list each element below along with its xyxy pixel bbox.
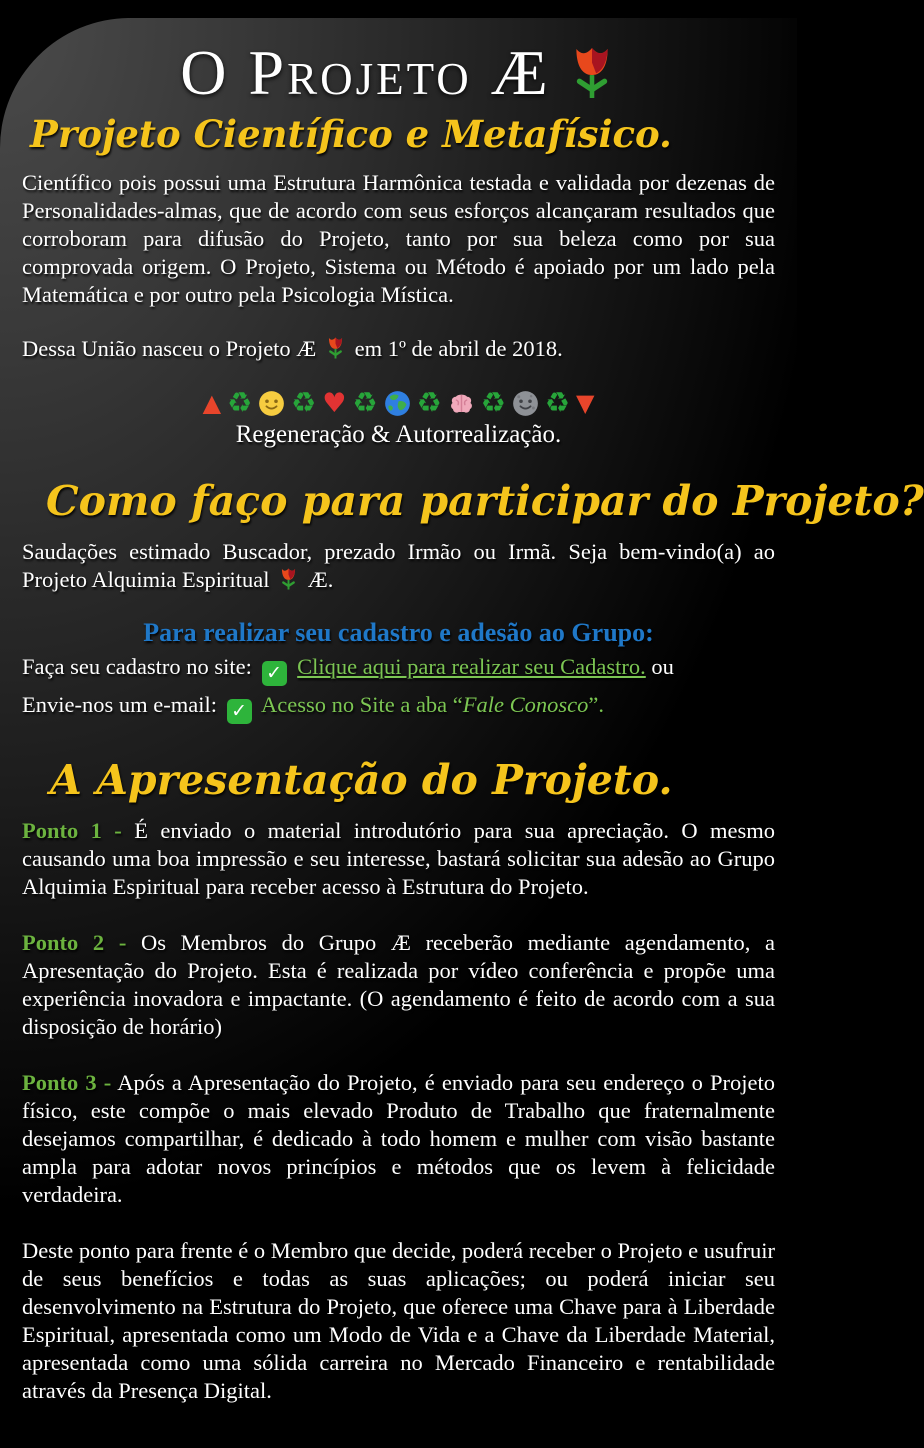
register-line-email xyxy=(22,688,775,724)
register-heading: Para realizar seu cadastro e adesão ao Grupo: xyxy=(143,618,654,647)
recycle-icon: ♻ xyxy=(416,386,442,419)
greeting-after: Æ. xyxy=(307,567,334,592)
union-line-before: Dessa União nasceu o Projeto Æ xyxy=(22,336,317,361)
red-triangle-down-icon: ▼ xyxy=(575,389,595,417)
union-line xyxy=(22,335,775,363)
page-title-text: O Projeto Æ xyxy=(180,37,551,108)
greeting-before: Saudações estimado Buscador, prezado Irmão ou Irmã. Seja bem-vindo(a) ao Projeto Alquimia Espiritual xyxy=(22,539,775,592)
point-1-text: É enviado o material introdutório para sua apreciação. O mesmo causando uma boa impressão e seu interesse, bastará solicitar sua adesão ao Grupo Alquimia Espiritual para receber acesso à Estrutura do Projeto. xyxy=(22,818,775,899)
new-moon-face-icon xyxy=(512,390,539,417)
point-3-label: Ponto 3 - xyxy=(22,1070,112,1095)
rose-icon xyxy=(325,335,346,361)
point-1-label: Ponto 1 - xyxy=(22,818,122,843)
recycle-icon: ♻ xyxy=(352,386,378,419)
point-2-paragraph xyxy=(22,929,775,1041)
register-line-site xyxy=(22,650,775,686)
heading-participate: Como faço para participar do Projeto? xyxy=(46,477,924,525)
point-1-paragraph xyxy=(22,817,775,901)
recycle-icon: ♻ xyxy=(544,386,570,419)
globe-icon xyxy=(384,390,411,417)
brain-icon xyxy=(448,390,475,417)
check-icon: ✓ xyxy=(262,661,287,686)
closing-paragraph: Deste ponto para frente é o Membro que decide, poderá receber o Projeto e usufruir de seus benefícios e todas as suas aplicações; ou poderá iniciar seu desenvolvimento na Estrutura do Projeto, que oferece uma Chave para à Liberdade Espiritual, apresentada como um Modo de Vida e a Chave da Liberdade Material, apresentada como uma sólida carreira no Mercado Financeiro e rentabilidade através da Presença Digital. xyxy=(22,1238,775,1403)
recycle-icon: ♻ xyxy=(291,386,317,419)
red-heart-icon: ♥ xyxy=(322,387,347,419)
fale-conosco-label: Fale Conosco xyxy=(462,692,589,717)
point-3-paragraph xyxy=(22,1069,775,1209)
register-line-site-suffix: ou xyxy=(651,654,674,679)
recycle-icon: ♻ xyxy=(480,386,506,419)
rose-icon xyxy=(567,43,617,103)
register-line-email-text: Acesso no Site a aba “ xyxy=(260,692,463,717)
page-title xyxy=(22,36,775,110)
recycle-icon: ♻ xyxy=(227,386,253,419)
full-moon-face-icon xyxy=(258,390,285,417)
register-line-email-prefix: Envie-nos um e-mail: xyxy=(22,692,217,717)
heading-scientific: Projeto Científico e Metafísico. xyxy=(30,112,672,156)
point-3-text: Após a Apresentação do Projeto, é enviado para seu endereço o Projeto físico, este compõe o mais elevado Produto de Trabalho que fraternalmente desejamos compartilhar, é dedicado à todo homem e mulher com visão bastante ampla para adotar novos princípios e métodos que os levem à felicidade verdadeira. xyxy=(22,1070,776,1207)
point-2-text: Os Membros do Grupo Æ receberão mediante agendamento, a Apresentação do Projeto. Esta é realizada por vídeo conferência e propõe uma experiência inovadora e impactante. (O agendamento é feito de acordo com a sua disposição de horário) xyxy=(22,930,776,1039)
content-panel xyxy=(0,18,924,1432)
emoji-row xyxy=(22,386,775,419)
cadastro-link[interactable]: Clique aqui para realizar seu Cadastro. xyxy=(297,654,646,679)
check-icon: ✓ xyxy=(227,699,252,724)
register-line-site-prefix: Faça seu cadastro no site: xyxy=(22,654,252,679)
heading-presentation: A Apresentação do Projeto. xyxy=(50,756,673,804)
red-triangle-up-icon: ▲ xyxy=(202,389,222,417)
regeneration-caption: Regeneração & Autorrealização. xyxy=(235,421,562,448)
rose-icon xyxy=(278,566,299,592)
union-line-after: em 1º de abril de 2018. xyxy=(354,336,563,361)
intro-paragraph: Científico pois possui uma Estrutura Harmônica testada e validada por dezenas de Personalidades-almas, que de acordo com seus esforços alcançaram resultados que corroboram para difusão do Projeto, tanto por sua beleza como por sua comprovada origem. O Projeto, Sistema ou Método é apoiado por um lado pela Matemática e por outro pela Psicologia Mística. xyxy=(22,170,775,307)
point-2-label: Ponto 2 - xyxy=(22,930,127,955)
register-line-email-end: ”. xyxy=(588,692,605,717)
greeting-paragraph xyxy=(22,538,775,594)
content-area xyxy=(0,18,924,1405)
